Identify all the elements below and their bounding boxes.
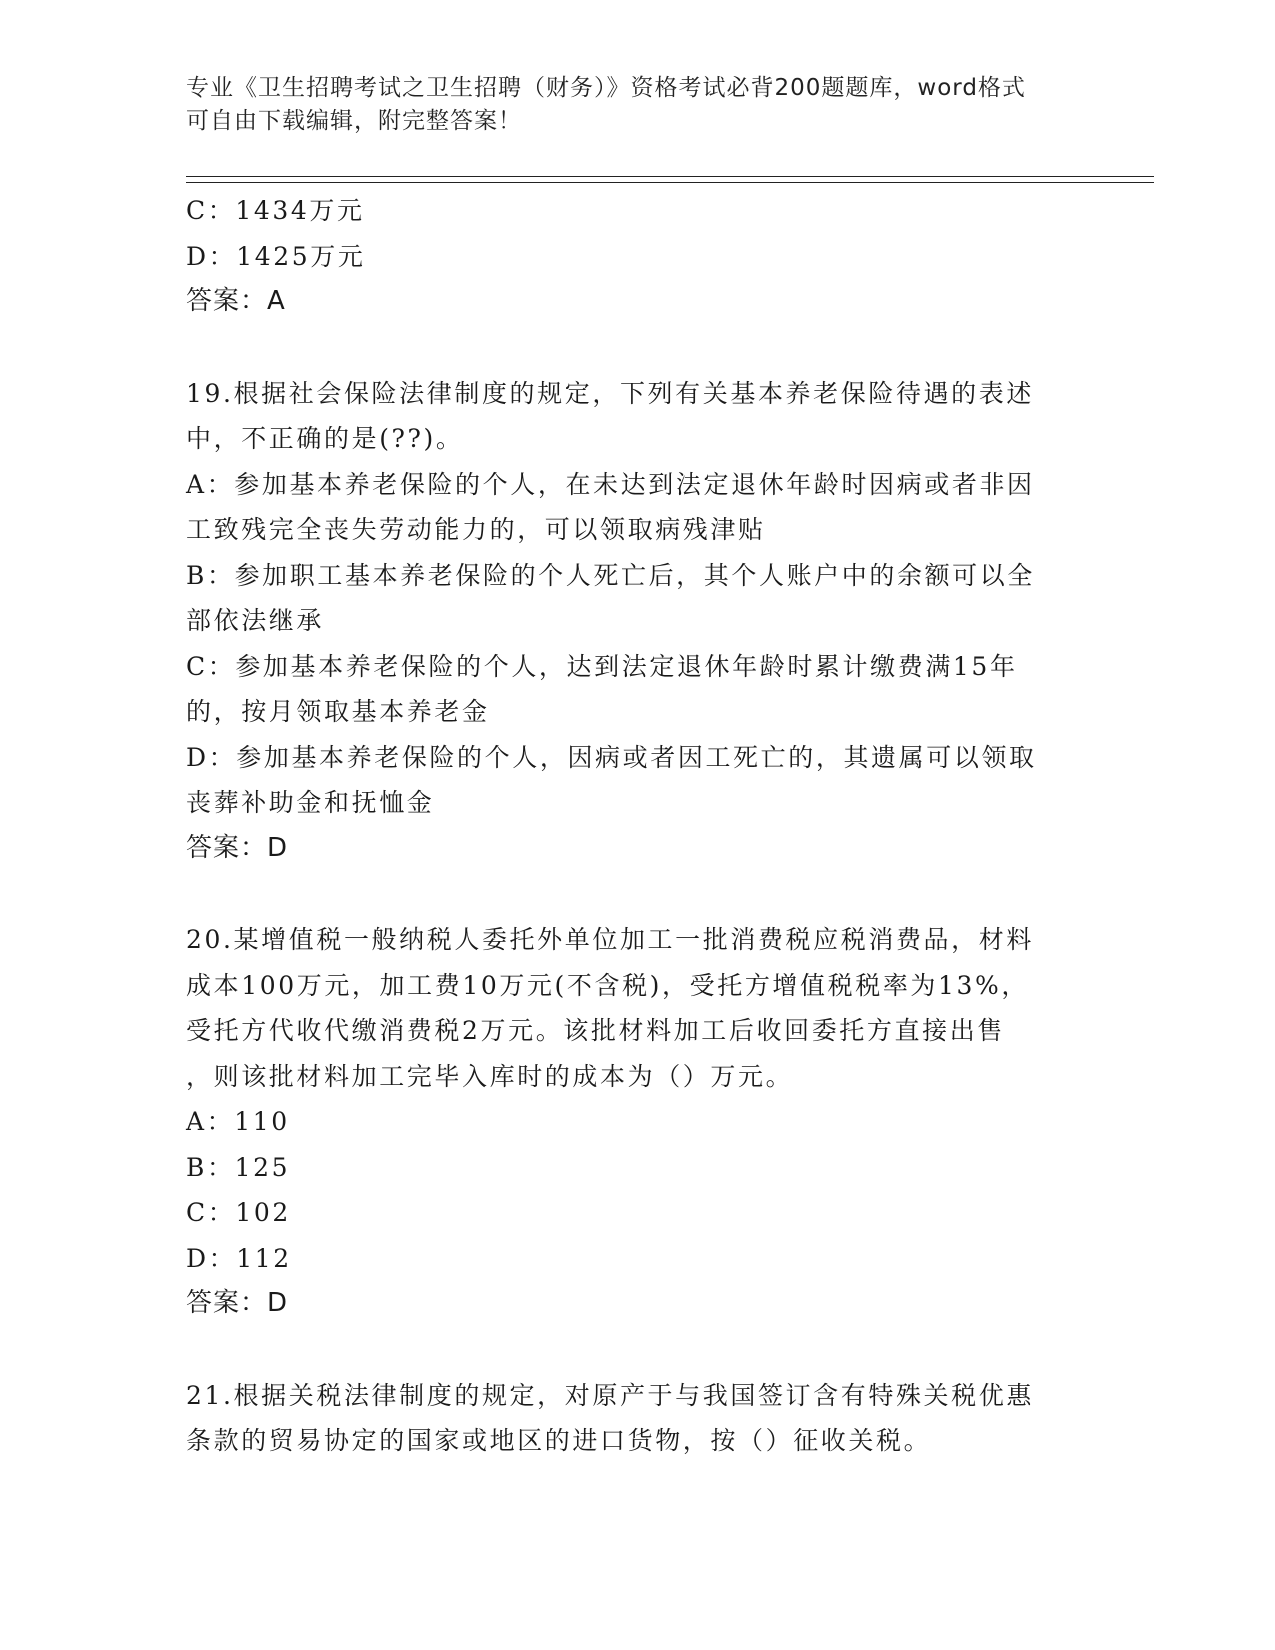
- option-d: D：112: [186, 1243, 292, 1273]
- question-stem: 成本100万元，加工费10万元(不含税)，受托方增值税税率为13%，: [186, 970, 1030, 1000]
- question-spacer: [186, 871, 1086, 917]
- option-a: A：参加基本养老保险的个人，在未达到法定退休年龄时因病或者非因: [186, 469, 1035, 499]
- question-stem: 20.某增值税一般纳税人委托外单位加工一批消费税应税消费品，材料: [186, 925, 1034, 954]
- document-body: [186, 188, 1086, 1464]
- question-stem: 中，不正确的是(??)。: [186, 424, 464, 453]
- question-21: [186, 1373, 1086, 1464]
- option-d: D：1425万元: [186, 241, 366, 271]
- question-20: [186, 917, 1086, 1327]
- header-divider-top: [186, 176, 1154, 177]
- answer: 答案：A: [186, 286, 286, 316]
- option-c: 的，按月领取基本养老金: [186, 697, 490, 726]
- question-spacer: [186, 325, 1086, 371]
- header-divider-bottom: [186, 182, 1154, 183]
- document-header: [186, 72, 1066, 138]
- option-a: A：110: [186, 1107, 290, 1136]
- header-line-2: 可自由下载编辑，附完整答案！: [186, 108, 522, 134]
- option-c: C：1434万元: [186, 196, 365, 225]
- option-c: C：102: [186, 1198, 291, 1227]
- answer: 答案：D: [186, 1288, 289, 1318]
- header-line-1: 专业《卫生招聘考试之卫生招聘（财务）》资格考试必背200题题库，word格式: [186, 75, 1026, 101]
- question-stem: 19.根据社会保险法律制度的规定，下列有关基本养老保险待遇的表述: [186, 378, 1034, 408]
- question-stem: 21.根据关税法律制度的规定，对原产于与我国签订含有特殊关税优惠: [186, 1380, 1034, 1410]
- question-stem: 条款的贸易协定的国家或地区的进口货物，按（）征收关税。: [186, 1426, 932, 1455]
- question-stem: 受托方代收代缴消费税2万元。该批材料加工后收回委托方直接出售: [186, 1016, 1005, 1045]
- question-19: [186, 371, 1086, 872]
- option-d: 丧葬补助金和抚恤金: [186, 788, 435, 817]
- question-18-tail: [186, 188, 1086, 325]
- option-b: 部依法继承: [186, 606, 325, 635]
- question-stem: ，则该批材料加工完毕入库时的成本为（）万元。: [186, 1061, 794, 1091]
- option-a: 工致残完全丧失劳动能力的，可以领取病残津贴: [186, 515, 766, 544]
- answer: 答案：D: [186, 832, 289, 863]
- option-c: C：参加基本养老保险的个人，达到法定退休年龄时累计缴费满15年: [186, 651, 1018, 681]
- option-b: B：125: [186, 1152, 291, 1182]
- option-d: D：参加基本养老保险的个人，因病或者因工死亡的，其遗属可以领取: [186, 742, 1037, 772]
- option-b: B：参加职工基本养老保险的个人死亡后，其个人账户中的余额可以全: [186, 560, 1035, 590]
- question-spacer: [186, 1327, 1086, 1373]
